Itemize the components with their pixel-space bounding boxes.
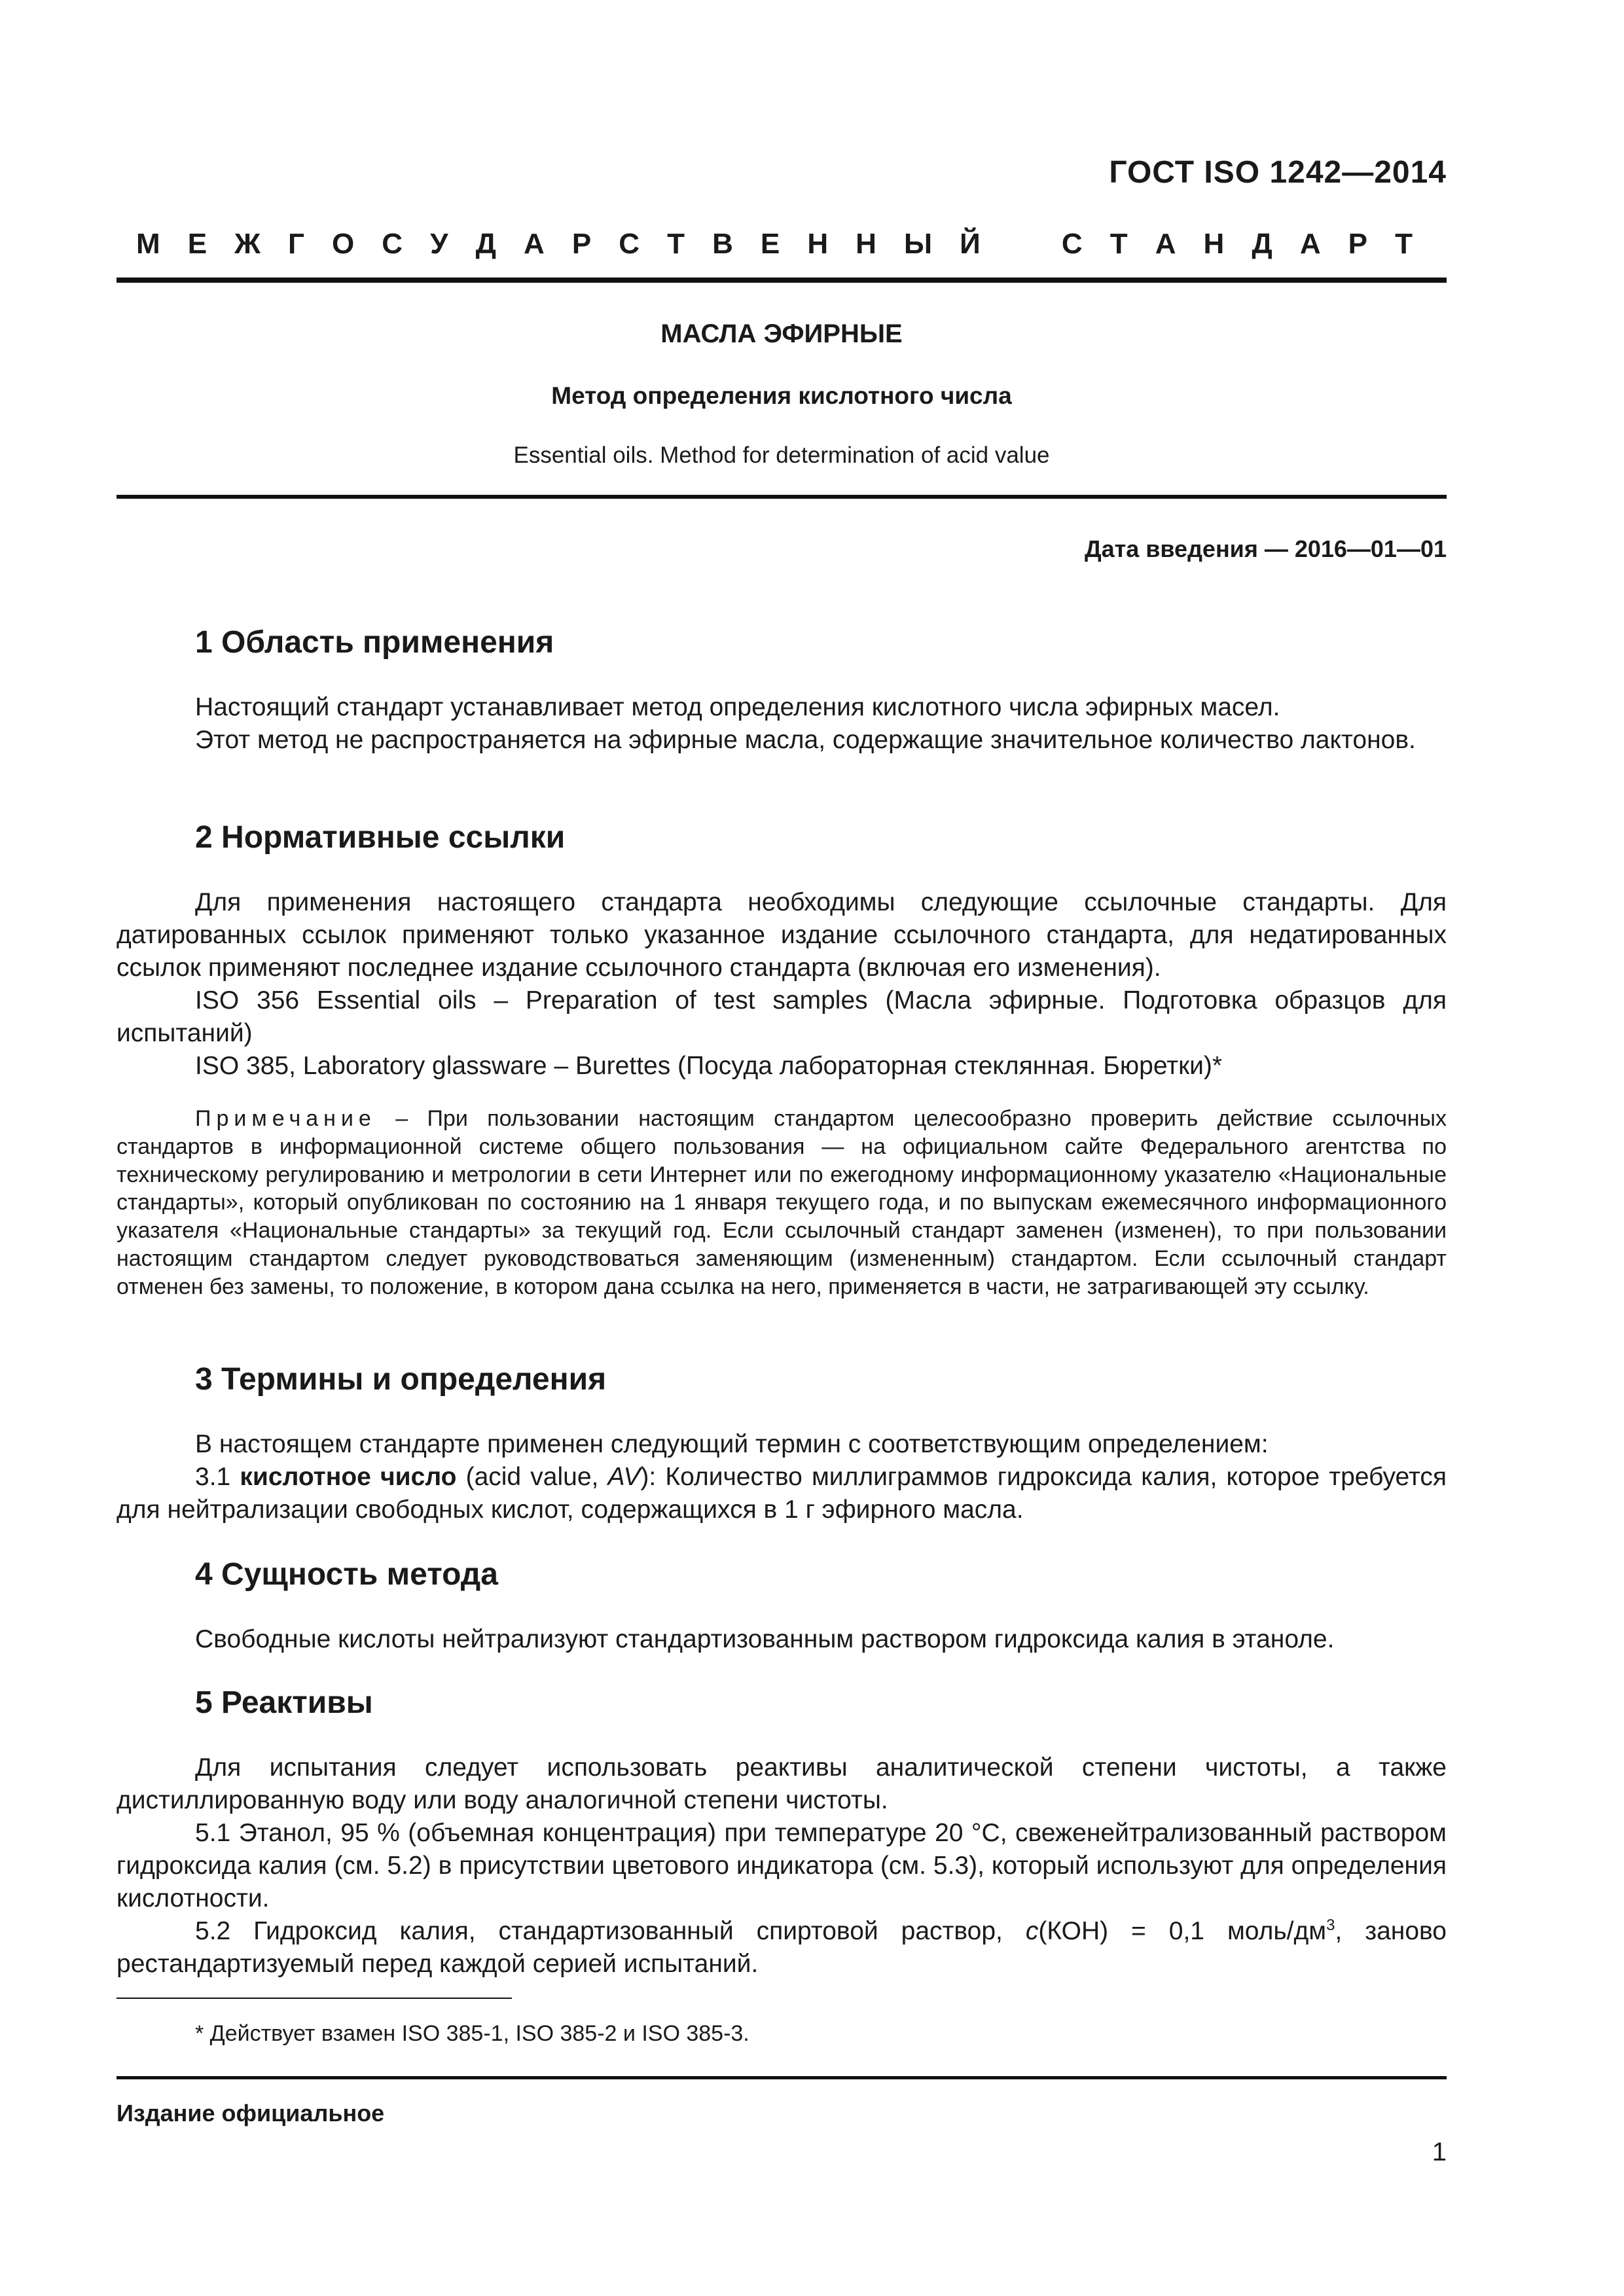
definition-text: ): Количество миллиграммов гидроксида калия, которое требуется для нейтрализации свободных кислот, содержащихся в 1 г эфирного масла.	[117, 1463, 1447, 1524]
section-body-terms	[117, 1428, 1447, 1526]
banner-letter: С	[1061, 228, 1083, 260]
banner-letter: Ы	[904, 228, 933, 260]
paragraph	[117, 1915, 1447, 1981]
paragraph: В настоящем стандарте применен следующий термин с соответствующим определением:	[195, 1430, 1269, 1458]
banner-letter: Г	[287, 228, 304, 260]
section-body-method-essence	[117, 1623, 1447, 1656]
paragraph: Для испытания следует использовать реактивы аналитической степени чистоты, а также дистиллированную воду или воду аналогичной степени чистоты.	[117, 1753, 1447, 1814]
text-run: (КОН) = 0,1 моль/дм	[1038, 1917, 1327, 1945]
banner-letter: Е	[187, 228, 208, 260]
banner-letter: Р	[571, 228, 592, 260]
banner-letter: А	[1299, 228, 1321, 260]
section-heading-terms: 3 Термины и определения	[195, 1362, 607, 1397]
banner-letter: О	[332, 228, 355, 260]
note-label: Примечание	[195, 1106, 376, 1131]
standard-code: ГОСТ ISO 1242—2014	[1109, 155, 1447, 190]
footnote: * Действует взамен ISO 385-1, ISO 385-2 и ISO 385-3.	[195, 2021, 749, 2046]
banner-letter: Р	[1348, 228, 1368, 260]
paragraph: Этот метод не распространяется на эфирные масла, содержащие значительное количество лактонов.	[195, 726, 1416, 754]
document-title: МАСЛА ЭФИРНЫЕ	[660, 319, 903, 348]
definition-term-en: (acid value,	[456, 1463, 608, 1491]
definition-abbreviation: AV	[607, 1463, 641, 1491]
standard-type-banner	[136, 228, 1413, 260]
section-body-scope	[117, 691, 1447, 757]
section-heading-normative-references: 2 Нормативные ссылки	[195, 820, 566, 855]
header-rule-thick	[117, 278, 1447, 283]
definition-term: кислотное число	[240, 1463, 457, 1491]
note-paragraph	[117, 1105, 1447, 1301]
banner-letter: В	[712, 228, 733, 260]
text-run: 5.2 Гидроксид калия, стандартизованный спиртовой раствор,	[195, 1917, 1026, 1945]
banner-letter: Т	[667, 228, 685, 260]
note-text: – При пользовании настоящим стандартом целесообразно проверить действие ссылочных стандартов в информационной системе общего пользования — на официальном сайте Федерального агентства по техническому регулированию и метрологии в сети Интернет или по ежегодному информационному указателю «Национальные стандарты», который опубликован по состоянию на 1 января текущего года, и по выпускам ежемесячного информационного указателя «Национальные стандарты» за текущий год. Если ссылочный стандарт заменен (изменен), то при пользовании настоящим стандартом следует руководствоваться заменяющим (измененным) стандартом. Если ссылочный стандарт отменен без замены, то положение, в котором дана ссылка на него, применяется в части, не затрагивающей эту ссылку.	[117, 1106, 1447, 1299]
note-block	[117, 1105, 1447, 1301]
section-body-reagents	[117, 1751, 1447, 1981]
banner-letter: Т	[1110, 228, 1128, 260]
banner-letter: Е	[760, 228, 780, 260]
banner-letter: Д	[475, 228, 496, 260]
section-heading-reagents: 5 Реактивы	[195, 1685, 373, 1720]
footnote-separator	[117, 1998, 512, 1999]
banner-letter: Н	[807, 228, 829, 260]
page-number: 1	[1432, 2138, 1447, 2166]
section-heading-method-essence: 4 Сущность метода	[195, 1557, 498, 1592]
paragraph: Для применения настоящего стандарта необходимы следующие ссылочные стандарты. Для датированных ссылок применяют только указанное издание ссылочного стандарта, для недатированных ссылок применяют последнее издание ссылочного стандарта (включая его изменения).	[117, 888, 1447, 982]
introduction-date: Дата введения — 2016—01—01	[1084, 535, 1447, 562]
banner-letter: М	[136, 228, 160, 260]
reference-item: ISO 385, Laboratory glassware – Burettes (Посуда лабораторная стеклянная. Бюретки)*	[195, 1052, 1223, 1080]
definition-paragraph	[117, 1461, 1447, 1526]
superscript: 3	[1326, 1916, 1335, 1934]
paragraph: Настоящий стандарт устанавливает метод определения кислотного числа эфирных масел.	[195, 693, 1280, 721]
banner-letter: Т	[1395, 228, 1413, 260]
banner-letter: Н	[856, 228, 876, 260]
banner-word-gap	[1008, 228, 1034, 260]
official-edition-label: Издание официальное	[117, 2100, 385, 2126]
paragraph: 5.1 Этанол, 95 % (объемная концентрация) при температуре 20 °С, свеженейтрализованный раствором гидроксида калия (см. 5.2) в присутствии цветового индикатора (см. 5.3), который используют для определения кислотности.	[117, 1819, 1447, 1912]
reference-item: ISO 356 Essential oils – Preparation of test samples (Масла эфирные. Подготовка образцов для испытаний)	[117, 986, 1447, 1047]
banner-letter: У	[430, 228, 448, 260]
banner-letter: С	[382, 228, 403, 260]
banner-letter: А	[1155, 228, 1176, 260]
banner-letter: С	[619, 228, 640, 260]
footer-rule	[117, 2076, 1447, 2079]
banner-letter: Й	[960, 228, 981, 260]
definition-number: 3.1	[195, 1463, 240, 1491]
section-body-normative-references	[117, 886, 1447, 1083]
paragraph: Свободные кислоты нейтрализуют стандартизованным раствором гидроксида калия в этаноле.	[195, 1625, 1335, 1653]
formula-symbol: c	[1025, 1917, 1039, 1945]
document-subtitle: Метод определения кислотного числа	[551, 382, 1012, 409]
banner-letter: Ж	[234, 228, 261, 260]
document-title-english: Essential oils. Method for determination of acid value	[513, 442, 1050, 468]
banner-letter: А	[524, 228, 545, 260]
text-run: , заново рестандартизуемый перед каждой серией испытаний.	[117, 1917, 1447, 1978]
banner-letter: Д	[1252, 228, 1272, 260]
title-rule	[117, 495, 1447, 499]
section-heading-scope: 1 Область применения	[195, 625, 554, 660]
banner-letter: Н	[1203, 228, 1225, 260]
